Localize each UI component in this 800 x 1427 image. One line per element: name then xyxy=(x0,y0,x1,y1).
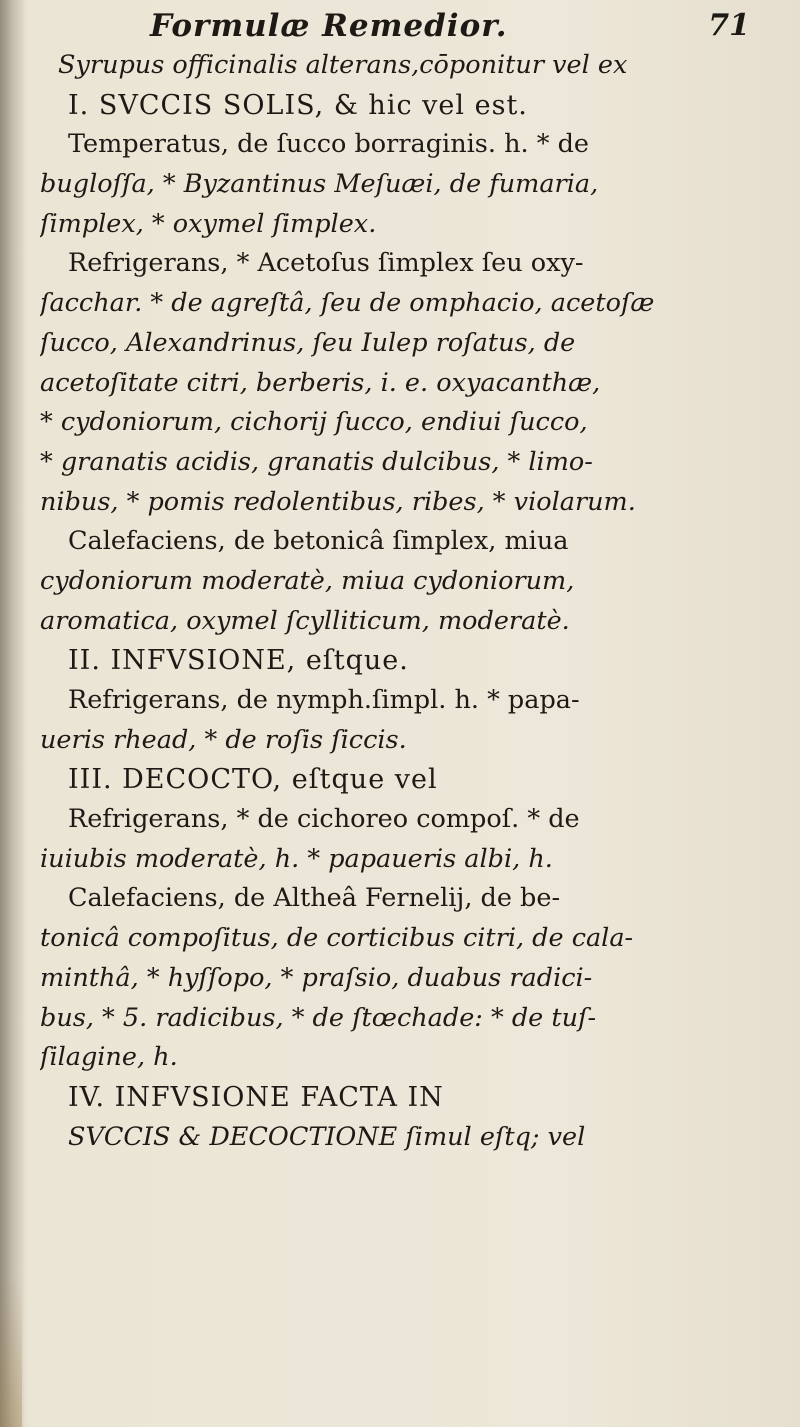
text-line: cydoniorum moderatè, miua cydoniorum, xyxy=(40,565,575,596)
text-line: * cydoniorum, cichorij ſucco, endiui ſucco, xyxy=(40,407,588,438)
gutter-shadow xyxy=(0,0,26,1427)
text-line: Refrigerans, * de cichoreo compoſ. * de xyxy=(68,804,580,835)
running-title: Formulæ Remedior. xyxy=(150,8,508,44)
text-line: SVCCIS & DECOCTIONE ſimul eſtq; vel xyxy=(68,1121,586,1152)
text-line: Temperatus, de ſucco borraginis. h. * de xyxy=(68,129,589,160)
text-line: * granatis acidis, granatis dulcibus, * limo- xyxy=(40,446,593,477)
text-line: bugloſſa, * Byzantinus Meſuæi, de fumaria, xyxy=(40,169,599,200)
text-line: ſimplex, * oxymel ſimplex. xyxy=(40,208,377,239)
text-line: Calefaciens, de Altheâ Fernelij, de be- xyxy=(68,883,561,914)
text-line: Refrigerans, de nymph.ſimpl. h. * papa- xyxy=(68,685,580,715)
text-line: Refrigerans, * Acetoſus ſimplex ſeu oxy- xyxy=(68,248,584,279)
page-number: 71 xyxy=(708,8,750,43)
text-line: ſucco, Alexandrinus, ſeu Iulep roſatus, de xyxy=(40,327,576,358)
section-heading: III. DECOCTO, eſtque vel xyxy=(68,764,438,796)
text-line: acetoſitate citri, berberis, i. e. oxyacanthæ, xyxy=(40,367,601,398)
text-line: Syrupus officinalis alterans,cōponitur vel ex xyxy=(58,50,628,80)
text-line: Calefaciens, de betonicâ ſimplex, miua xyxy=(68,526,569,557)
section-heading: II. INFVSIONE, eſtque. xyxy=(68,645,409,677)
text-line: ſacchar. * de agreſtâ, ſeu de omphacio, acetoſæ xyxy=(40,288,655,319)
text-line: minthâ, * hyſſopo, * praſsio, duabus radici- xyxy=(40,962,593,993)
text-line: bus, * 5. radicibus, * de ſtœchade: * de tuſ- xyxy=(40,1002,597,1033)
running-head xyxy=(150,8,760,48)
body-text xyxy=(40,46,760,1157)
section-heading: IV. INFVSIONE FACTA IN xyxy=(68,1081,444,1113)
text-line: ueris rhead, * de roſis ſiccis. xyxy=(40,724,407,755)
text-line: aromatica, oxymel ſcylliticum, moderatè. xyxy=(40,605,570,636)
text-line: tonicâ compoſitus, de corticibus citri, de cala- xyxy=(40,923,634,954)
text-line: iuiubis moderatè, h. * papaueris albi, h. xyxy=(40,843,553,874)
section-heading: I. SVCCIS SOLIS, & hic vel est. xyxy=(68,89,528,121)
text-line: ſilagine, h. xyxy=(40,1042,178,1073)
text-line: nibus, * pomis redolentibus, ribes, * violarum. xyxy=(40,486,636,517)
page-edge-stain xyxy=(0,1280,22,1427)
